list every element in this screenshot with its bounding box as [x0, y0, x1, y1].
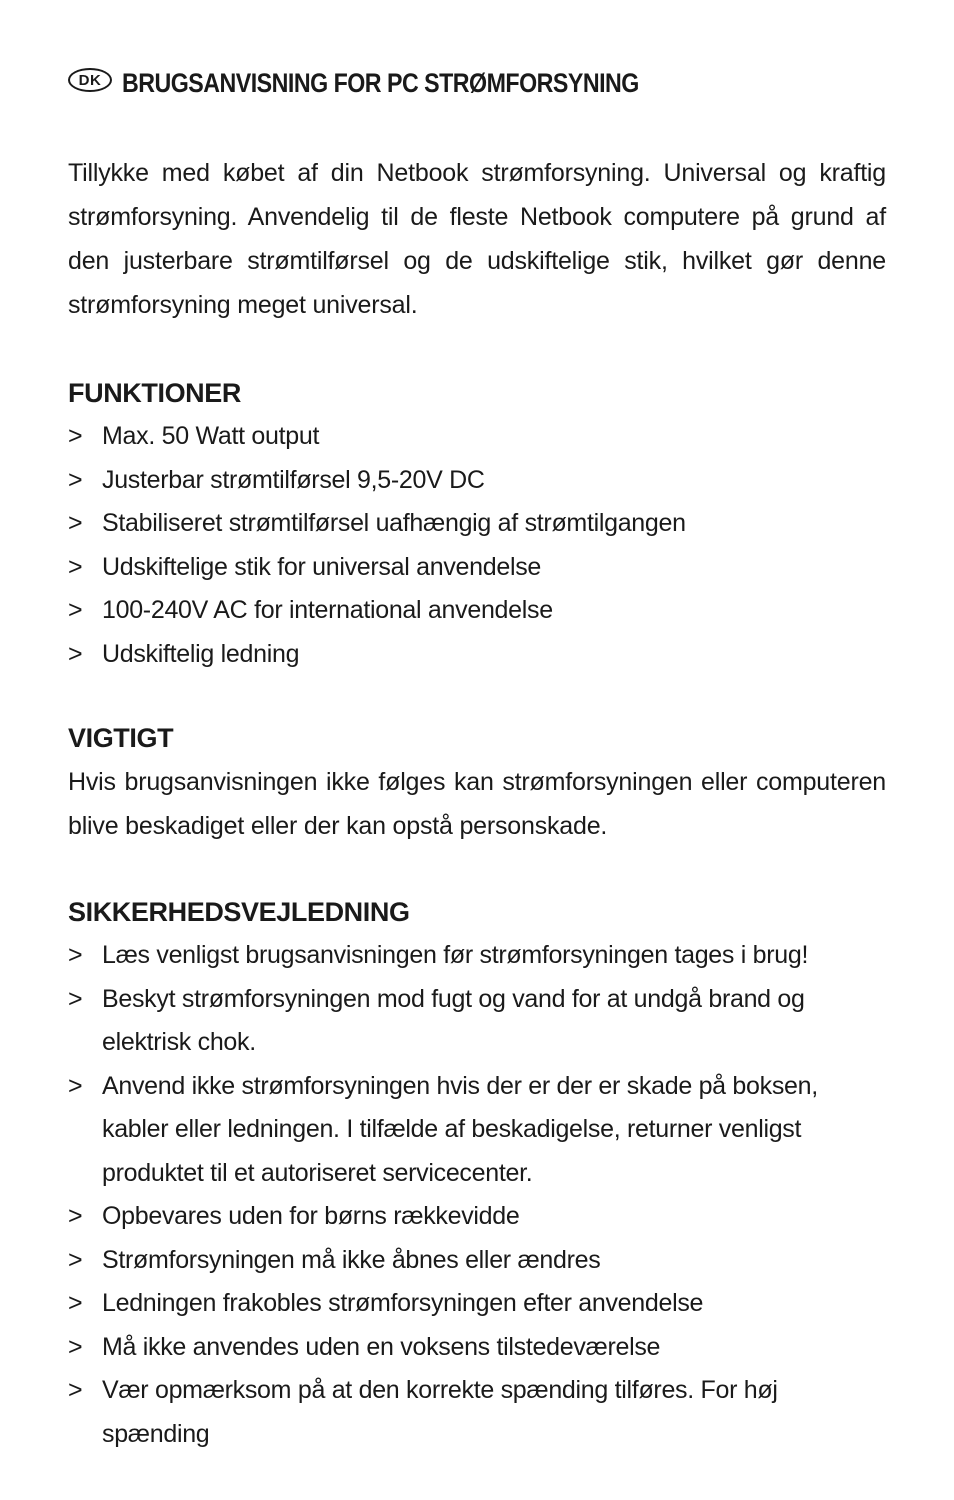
bullet-marker: > [68, 509, 83, 537]
list-item [68, 978, 886, 1065]
heading-vigtigt: VIGTIGT [68, 723, 174, 753]
list-item [68, 1282, 886, 1326]
title-row [68, 58, 886, 108]
bullet-marker: > [68, 1202, 83, 1230]
list-item [68, 934, 886, 978]
list-item-text: Læs venligst brugsanvisningen før strømforsyningen tages i brug! [102, 941, 809, 969]
funktioner-list [68, 415, 886, 676]
list-item-text: Strømforsyningen må ikke åbnes eller ændres [102, 1245, 601, 1274]
bullet-marker: > [68, 596, 83, 624]
list-item-text: Udskiftelige stik for universal anvendelse [102, 552, 542, 581]
bullet-marker: > [68, 422, 83, 450]
bullet-marker: > [68, 941, 83, 969]
list-item-text: 100-240V AC for international anvendelse [102, 596, 553, 624]
list-item [68, 502, 886, 546]
list-item-text: Stabiliseret strømtilførsel uafhængig af strømtilgangen [102, 509, 686, 537]
list-item-text: Ledningen frakobles strømforsyningen efter anvendelse [102, 1289, 704, 1317]
vigtigt-paragraph: Hvis brugsanvisningen ikke følges kan strømforsyningen eller computeren blive beskadiget eller der kan opstå personskade. [68, 768, 886, 840]
manual-page [68, 58, 886, 1456]
bullet-marker: > [68, 1071, 83, 1100]
sikkerhed-list [68, 934, 886, 1456]
list-item-text: Beskyt strømforsyningen mod fugt og vand for at undgå brand og elektrisk chok. [102, 984, 805, 1056]
list-item [68, 589, 886, 633]
language-badge: DK [68, 68, 112, 92]
list-item [68, 1369, 886, 1456]
list-item [68, 546, 886, 590]
list-item-text: Anvend ikke strømforsyningen hvis der er der er skade på boksen, kabler eller ledningen. I tilfælde af beskadigelse, returner venligst produktet til et autoriseret servicecenter. [102, 1071, 818, 1187]
bullet-marker: > [68, 639, 83, 668]
bullet-marker: > [68, 1289, 83, 1317]
list-item [68, 415, 886, 459]
intro-paragraph: Tillykke med købet af din Netbook strømforsyning. Universal og kraftig strømforsyning. Anvendelig til de fleste Netbook computere på grund af den justerbare strømtilførsel og de udskiftelige stik, hvilket gør denne strømforsyning meget universal. [68, 159, 886, 319]
bullet-marker: > [68, 1376, 83, 1404]
list-item [68, 1239, 886, 1283]
heading-funktioner: FUNKTIONER [68, 378, 241, 408]
bullet-marker: > [68, 465, 83, 494]
list-item [68, 1195, 886, 1239]
bullet-marker: > [68, 1332, 83, 1361]
document-title: BRUGSANVISNING FOR PC STRØMFORSYNING [122, 67, 639, 98]
bullet-marker: > [68, 1245, 83, 1274]
list-item-text: Vær opmærksom på at den korrekte spænding tilføres. For høj spænding [102, 1376, 778, 1448]
list-item-text: Må ikke anvendes uden en voksens tilstedeværelse [102, 1332, 661, 1361]
heading-sikkerhedsvejledning: SIKKERHEDSVEJLEDNING [68, 897, 410, 927]
list-item [68, 1326, 886, 1370]
list-item [68, 459, 886, 503]
list-item-text: Udskiftelig ledning [102, 639, 300, 668]
list-item [68, 1065, 886, 1196]
list-item-text: Opbevares uden for børns rækkevidde [102, 1202, 520, 1230]
bullet-marker: > [68, 552, 83, 581]
list-item-text: Justerbar strømtilførsel 9,5-20V DC [102, 465, 485, 494]
list-item [68, 633, 886, 677]
list-item-text: Max. 50 Watt output [102, 422, 320, 450]
bullet-marker: > [68, 984, 83, 1013]
